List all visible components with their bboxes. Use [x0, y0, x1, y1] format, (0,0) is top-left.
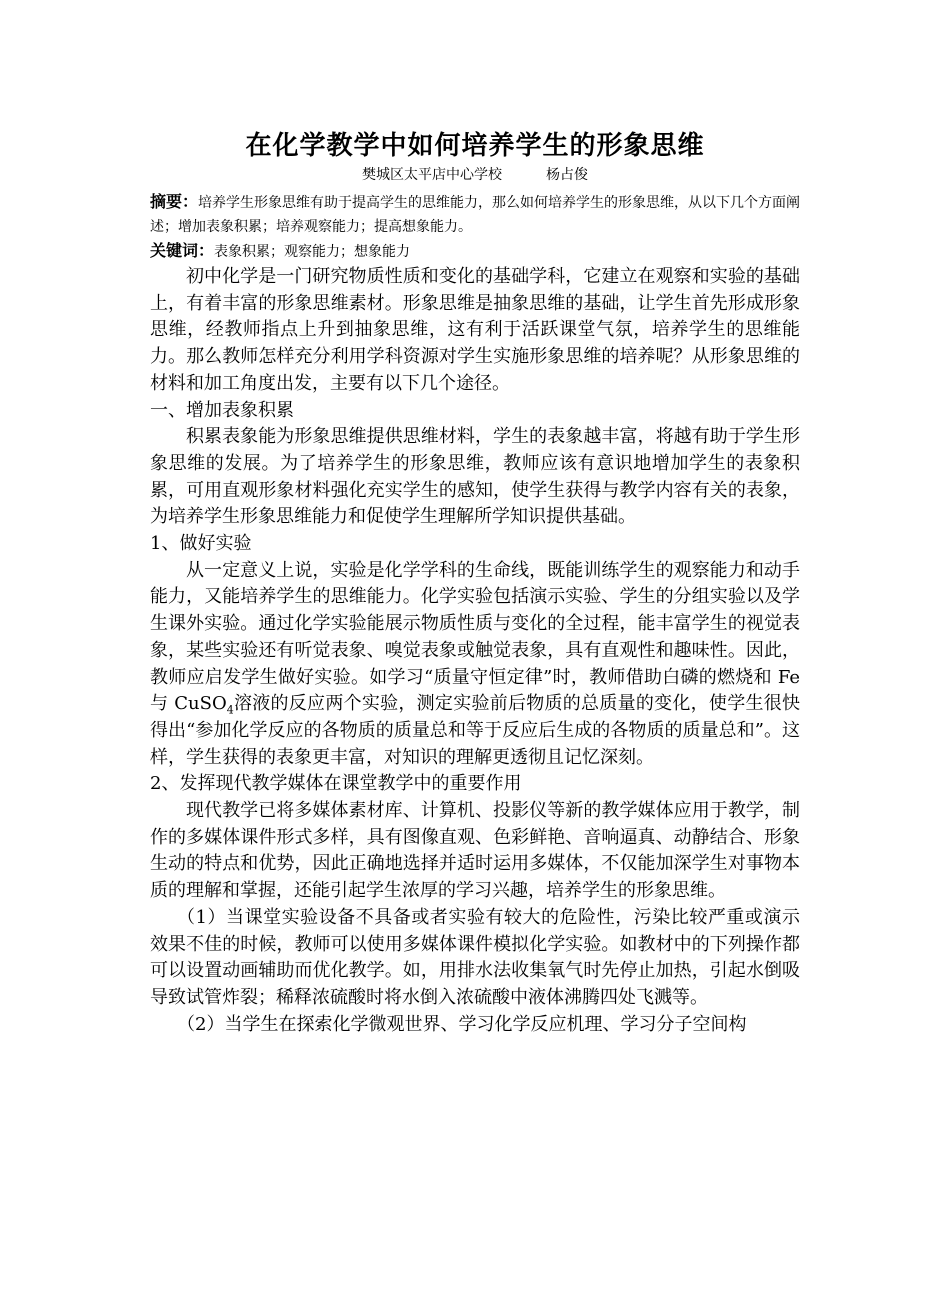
keywords: [150, 239, 800, 264]
byline: [150, 164, 800, 186]
intro-paragraph: 初中化学是一门研究物质性质和变化的基础学科，它建立在观察和实验的基础上，有着丰富的形象思维素材。形象思维是抽象思维的基础，让学生首先形成形象思维，经教师指点上升到抽象思维，这有利于活跃课堂气氛，培养学生的思维能力。那么教师怎样充分利用学科资源对学生实施形象思维的培养呢？从形象思维的材料和加工角度出发，主要有以下几个途径。: [150, 266, 800, 394]
list-item-1: （1）当课堂实验设备不具备或者实验有较大的危险性，污染比较严重或演示效果不佳的时候，教师可以使用多媒体课件模拟化学实验。如教材中的下列操作都可以设置动画辅助而优化教学。如，用排水法收集氧气时先停止加热，引起水倒吸导致试管炸裂；稀释浓硫酸时将水倒入浓硫酸中液体沸腾四处飞溅等。: [150, 906, 800, 1008]
section-1-heading: 一、增加表象积累: [150, 399, 294, 421]
section-1-paragraph: 积累表象能为形象思维提供思维材料，学生的表象越丰富，将越有助于学生形象思维的发展。为了培养学生的形象思维，教师应该有意识地增加学生的表象积累，可用直观形象材料强化充实学生的感知，使学生获得与教学内容有关的表象，为培养学生形象思维能力和促使学生理解所学知识提供基础。: [150, 426, 800, 528]
keywords-text: 表象积累；观察能力；想象能力: [214, 244, 411, 260]
keywords-label: 关键词：: [150, 241, 215, 260]
document-title: 在化学教学中如何培养学生的形象思维: [245, 131, 705, 161]
abstract-label: 摘要：: [150, 192, 199, 211]
sulfate-subscript: 4: [226, 703, 234, 717]
subsection-1-paragraph: [150, 558, 800, 772]
subsection-1-text-b: 溶液的反应两个实验，测定实验前后物质的总质量的变化，使学生很快得出“参加化学反应的各物质的质量总和等于反应后生成的各物质的质量总和”。这样，学生获得的表象更丰富，对知识的理解更透彻且记忆深刻。: [150, 693, 800, 768]
author-school: 樊城区太平店中心学校: [362, 167, 502, 183]
author-name: 杨占俊: [546, 167, 588, 183]
abstract: [150, 190, 800, 239]
list-item-2: （2）当学生在探索化学微观世界、学习化学反应机理、学习分子空间构: [177, 1013, 747, 1035]
document-body: [150, 128, 800, 1038]
subsection-2-paragraph: 现代教学已将多媒体素材库、计算机、投影仪等新的教学媒体应用于教学，制作的多媒体课件形式多样，具有图像直观、色彩鲜艳、音响逼真、动静结合、形象生动的特点和优势，因此正确地选择并适时运用多媒体，不仅能加深学生对事物本质的理解和掌握，还能引起学生浓厚的学习兴趣，培养学生的形象思维。: [150, 800, 800, 902]
abstract-text: 培养学生形象思维有助于提高学生的思维能力，那么如何培养学生的形象思维，从以下几个方面阐述；增加表象积累；培养观察能力；提高想象能力。: [150, 195, 801, 235]
subsection-1-heading: 1、做好实验: [150, 533, 252, 555]
subsection-1-text-a: 从一定意义上说，实验是化学学科的生命线，既能训练学生的观察能力和动手能力，又能培养学生的思维能力。化学实验包括演示实验、学生的分组实验以及学生课外实验。通过化学实验能展示物质性质与变化的全过程，能丰富学生的视觉表象，某些实验还有听觉表象、嗅觉表象或触觉表象，具有直观性和趣味性。因此，教师应启发学生做好实验。如学习“质量守恒定律”时，教师借助白磷的燃烧和 Fe 与 CuSO: [150, 559, 800, 715]
subsection-2-heading: 2、发挥现代教学媒体在课堂教学中的重要作用: [150, 773, 522, 795]
